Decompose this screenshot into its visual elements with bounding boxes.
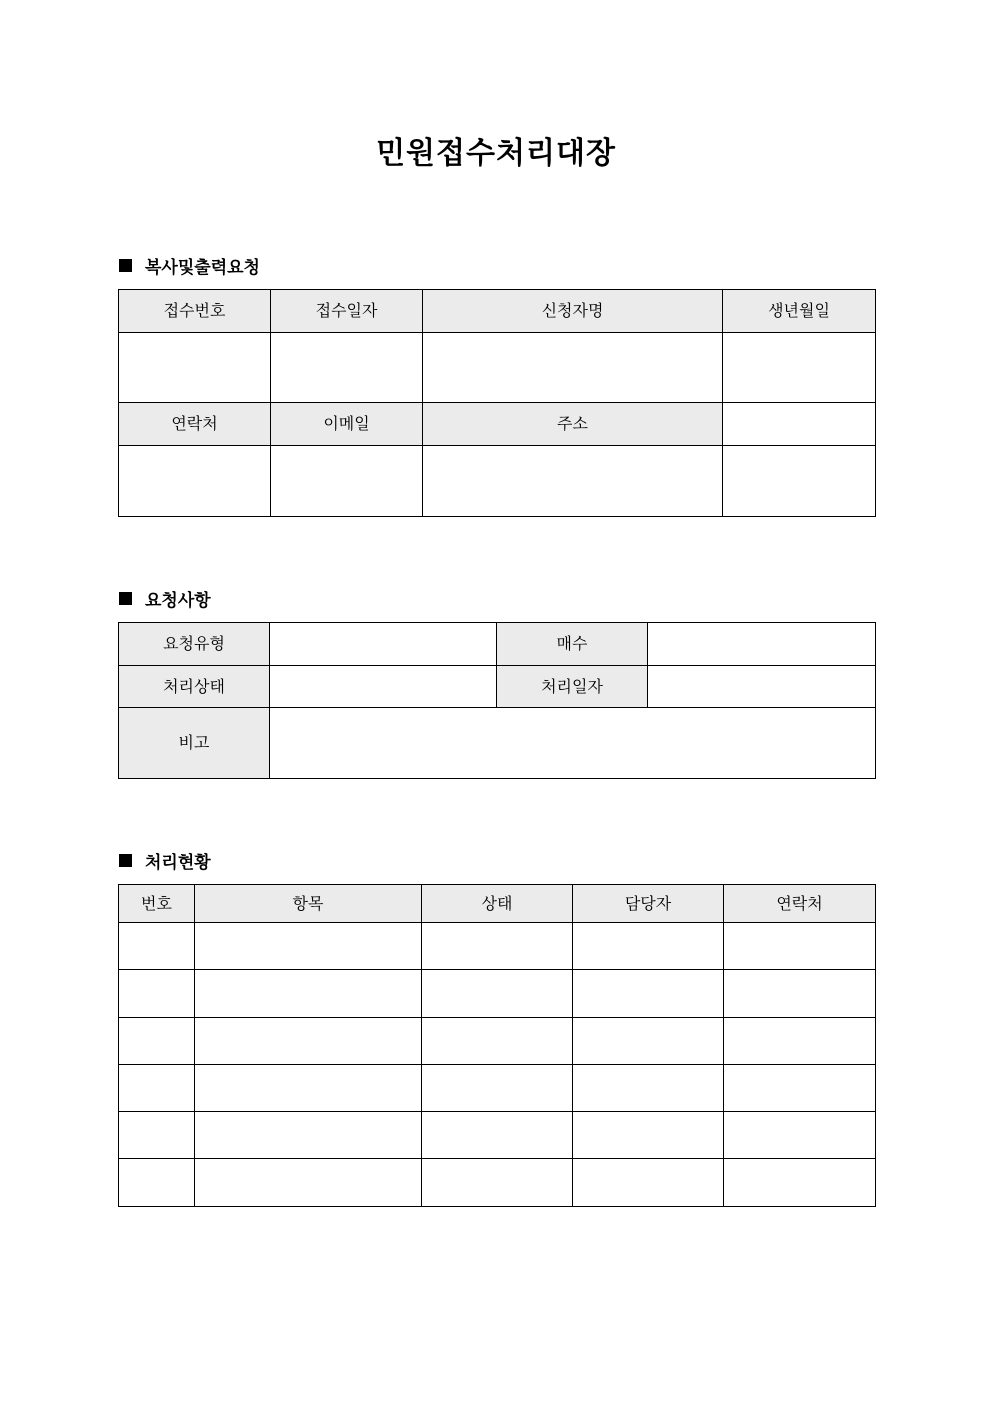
input-row xyxy=(119,333,876,403)
table-cell[interactable] xyxy=(195,923,422,970)
table-row xyxy=(119,923,876,970)
table-row xyxy=(119,1065,876,1112)
section-heading-request-details xyxy=(119,586,211,610)
table-cell[interactable] xyxy=(195,1065,422,1112)
table-cell[interactable] xyxy=(573,923,724,970)
table-cell[interactable] xyxy=(119,1159,195,1207)
table-cell[interactable] xyxy=(573,1065,724,1112)
table-cell[interactable] xyxy=(195,970,422,1018)
receipt-number-header: 접수번호 xyxy=(119,290,271,333)
contact-column-header: 연락처 xyxy=(724,885,876,923)
receipt-number-field[interactable] xyxy=(119,333,271,403)
address-header: 주소 xyxy=(423,403,723,446)
processed-date-label: 처리일자 xyxy=(497,666,648,708)
contact-header: 연락처 xyxy=(119,403,271,446)
table-cell[interactable] xyxy=(724,1065,876,1112)
section-heading-label: 처리현황 xyxy=(145,852,211,873)
request-type-row xyxy=(119,623,876,666)
contact-field[interactable] xyxy=(119,446,271,517)
table-cell[interactable] xyxy=(724,1159,876,1207)
section-heading-processing-status xyxy=(119,848,211,872)
applicant-name-field[interactable] xyxy=(423,333,723,403)
table-cell[interactable] xyxy=(195,1112,422,1159)
remarks-label: 비고 xyxy=(119,708,270,779)
table-cell[interactable] xyxy=(119,1065,195,1112)
processing-status-table xyxy=(118,884,876,1207)
table-cell[interactable] xyxy=(195,1159,422,1207)
item-column-header: 항목 xyxy=(195,885,422,923)
remarks-field[interactable] xyxy=(270,708,876,779)
email-field[interactable] xyxy=(271,446,423,517)
remarks-row xyxy=(119,708,876,779)
input-row xyxy=(119,446,876,517)
applicant-name-header: 신청자명 xyxy=(423,290,723,333)
table-row xyxy=(119,970,876,1018)
square-bullet-icon xyxy=(119,259,132,272)
table-cell[interactable] xyxy=(422,1018,573,1065)
copy-print-request-table xyxy=(118,289,876,517)
table-cell[interactable] xyxy=(422,970,573,1018)
square-bullet-icon xyxy=(119,854,132,867)
section-heading-label: 요청사항 xyxy=(145,590,211,611)
table-cell[interactable] xyxy=(573,1018,724,1065)
table-cell[interactable] xyxy=(119,923,195,970)
table-row xyxy=(119,1018,876,1065)
status-field[interactable] xyxy=(270,666,497,708)
table-cell[interactable] xyxy=(422,923,573,970)
table-row xyxy=(119,1112,876,1159)
receipt-date-field[interactable] xyxy=(271,333,423,403)
status-column-header: 상태 xyxy=(422,885,573,923)
address-field[interactable] xyxy=(423,446,723,517)
table-cell[interactable] xyxy=(724,970,876,1018)
pages-field[interactable] xyxy=(648,623,876,666)
table-cell[interactable] xyxy=(724,923,876,970)
pages-label: 매수 xyxy=(497,623,648,666)
table-cell[interactable] xyxy=(724,1018,876,1065)
birth-date-field[interactable] xyxy=(723,333,876,403)
table-cell[interactable] xyxy=(724,1112,876,1159)
manager-column-header: 담당자 xyxy=(573,885,724,923)
table-cell[interactable] xyxy=(119,970,195,1018)
status-label: 처리상태 xyxy=(119,666,270,708)
status-row xyxy=(119,666,876,708)
table-cell[interactable] xyxy=(573,970,724,1018)
birth-date-header: 생년월일 xyxy=(723,290,876,333)
table-cell[interactable] xyxy=(422,1159,573,1207)
table-cell[interactable] xyxy=(422,1065,573,1112)
header-row xyxy=(119,290,876,333)
table-row xyxy=(119,1159,876,1207)
table-cell[interactable] xyxy=(573,1112,724,1159)
table-cell[interactable] xyxy=(119,1112,195,1159)
table-cell[interactable] xyxy=(573,1159,724,1207)
table-cell[interactable] xyxy=(195,1018,422,1065)
table-header-row xyxy=(119,885,876,923)
receipt-date-header: 접수일자 xyxy=(271,290,423,333)
request-type-field[interactable] xyxy=(270,623,497,666)
request-details-table xyxy=(118,622,876,779)
email-header: 이메일 xyxy=(271,403,423,446)
header-row xyxy=(119,403,876,446)
blank-field[interactable] xyxy=(723,446,876,517)
table-cell[interactable] xyxy=(119,1018,195,1065)
table-cell[interactable] xyxy=(422,1112,573,1159)
request-type-label: 요청유형 xyxy=(119,623,270,666)
page-title: 민원접수처리대장 xyxy=(376,136,616,171)
section-heading-copy-print-request xyxy=(119,253,260,277)
section-heading-label: 복사및출력요청 xyxy=(145,257,260,278)
number-column-header: 번호 xyxy=(119,885,195,923)
square-bullet-icon xyxy=(119,592,132,605)
processed-date-field[interactable] xyxy=(648,666,876,708)
blank-cell[interactable] xyxy=(723,403,876,446)
